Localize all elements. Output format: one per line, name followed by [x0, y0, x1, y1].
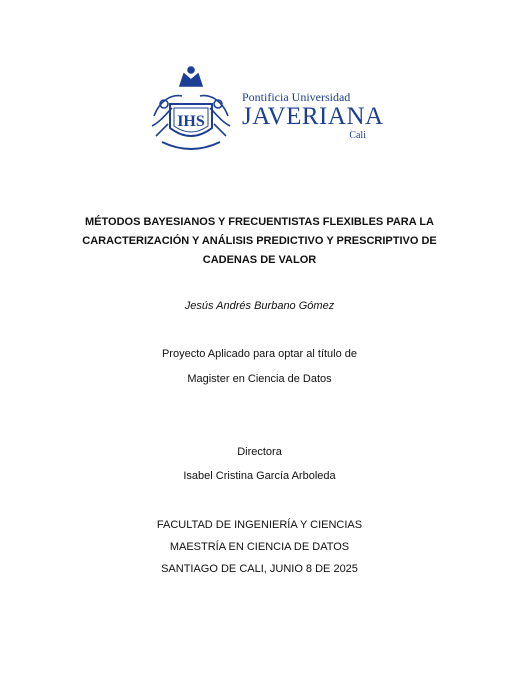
project-line-2: Magister en Ciencia de Datos [187, 373, 332, 385]
university-logo [146, 64, 384, 154]
university-name [242, 90, 384, 141]
project-line-1: Proyecto Aplicado para optar al título de [161, 348, 358, 360]
author-name: Jesús Andrés Burbano Gómez [184, 300, 335, 312]
director-name: Isabel Cristina García Arboleda [183, 470, 336, 482]
thesis-title: MÉTODOS BAYESIANOS Y FRECUENTISTAS FLEXIBLES PARA LA CARACTERIZACIÓN Y ANÁLISIS PREDICTIVO Y PRESCRIPTIVO DE CADENAS DE VALOR [82, 216, 437, 266]
logo-line-campus: Cali [349, 130, 366, 141]
svg-text:IHS: IHS [177, 113, 205, 130]
place-date: SANTIAGO DE CALI, JUNIO 8 DE 2025 [161, 563, 358, 575]
faculty-name: FACULTAD DE INGENIERÍA Y CIENCIAS [156, 519, 363, 531]
program-name: MAESTRÍA EN CIENCIA DE DATOS [169, 541, 350, 553]
logo-line-pontificia: Pontificia Universidad [242, 90, 351, 104]
logo-line-javeriana: JAVERIANA [242, 103, 384, 130]
javeriana-seal-icon [146, 64, 236, 154]
director-label: Directora [237, 446, 282, 458]
